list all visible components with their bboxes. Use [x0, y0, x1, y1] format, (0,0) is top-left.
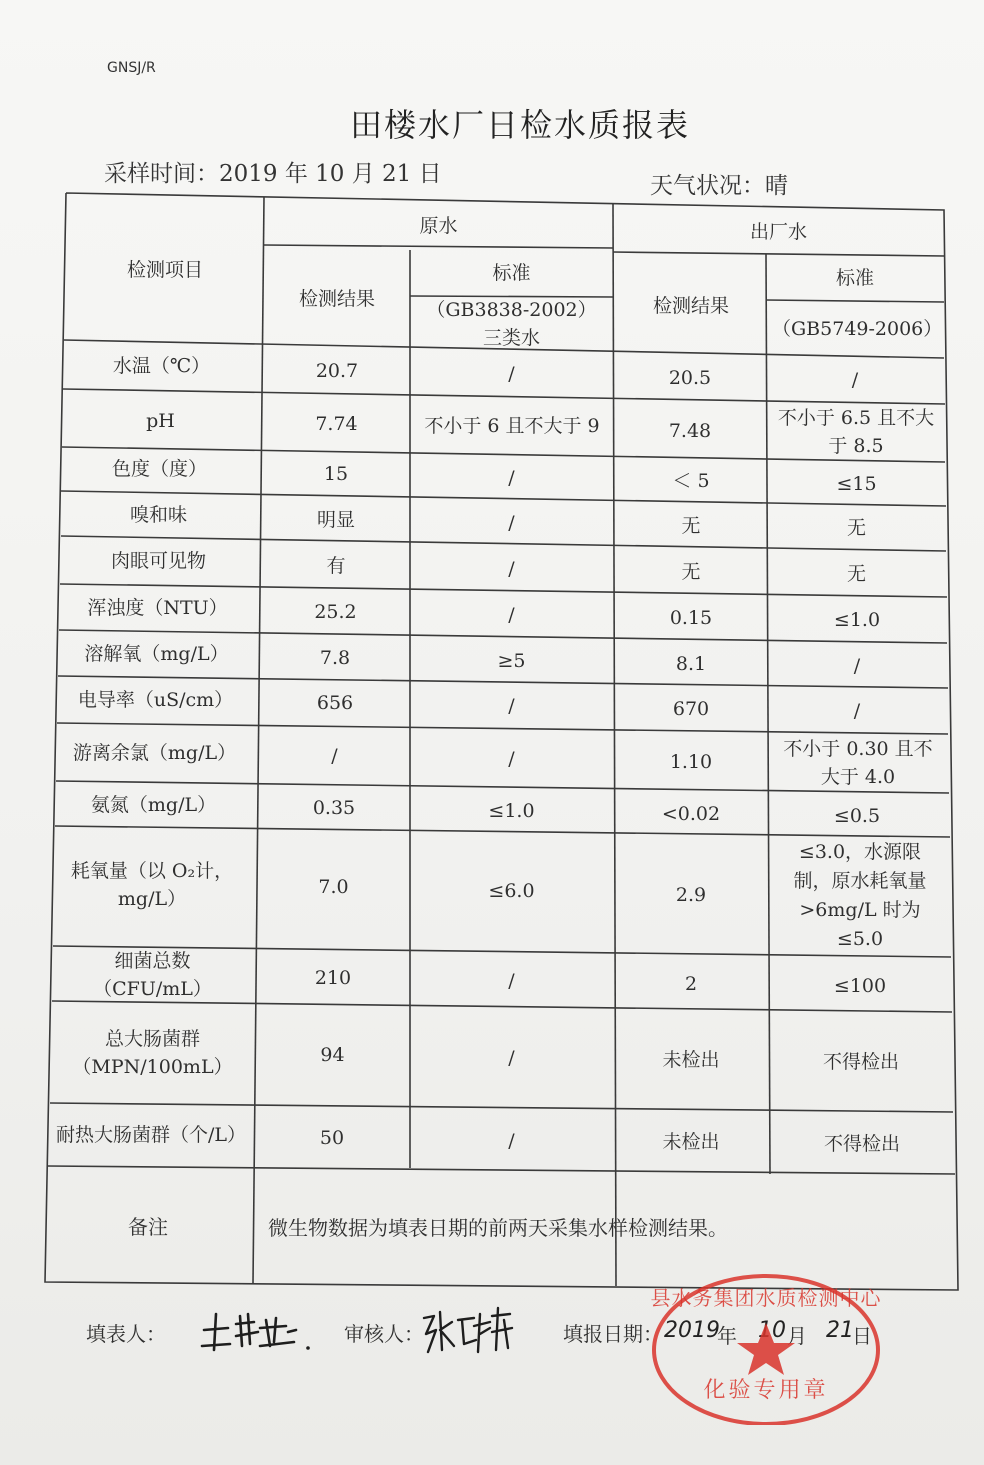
document-code: GNSJ/R	[107, 60, 156, 76]
date-month: 10	[758, 1318, 786, 1343]
header-raw-water: 原水	[419, 215, 458, 237]
out-std-cell: ≤15	[836, 473, 877, 495]
out-result-cell: 未检出	[662, 1131, 720, 1153]
remark-label: 备注	[128, 1215, 168, 1239]
item-cell: 氨氮（mg/L）	[90, 794, 217, 816]
header-raw-result: 检测结果	[298, 288, 375, 310]
item-cell: 色度（度）	[111, 458, 207, 480]
raw-result-cell: 25.2	[314, 601, 357, 623]
out-result-cell: 无	[681, 515, 701, 537]
item-cell: 耗氧量（以 O₂计，mg/L）	[70, 860, 234, 910]
reviewer-label: 审核人：	[344, 1322, 424, 1346]
date-label: 填报日期：	[563, 1322, 663, 1346]
out-result-cell: <0.02	[661, 803, 721, 825]
item-cell: pH	[146, 410, 175, 432]
out-std-cell: ≤1.0	[833, 609, 881, 631]
report-title: 田楼水厂日检水质报表	[349, 106, 690, 144]
date-year-unit: 年	[717, 1324, 737, 1348]
item-cell: 耐热大肠菌群（个/L）	[56, 1124, 247, 1146]
raw-std-cell: /	[508, 748, 515, 770]
header-out-result: 检测结果	[652, 295, 729, 317]
item-cell: 总大肠菌群（MPN/100mL）	[72, 1028, 233, 1078]
raw-std-cell: /	[508, 512, 515, 534]
stamp-org-text: 县水务集团水质检测中心	[650, 1286, 882, 1310]
out-std-cell: 不小于 0.30 且不大于 4.0	[783, 738, 933, 788]
item-cell: 肉眼可见物	[110, 550, 206, 572]
remark-text: 微生物数据为填表日期的前两天采集水样检测结果。	[268, 1216, 728, 1240]
out-result-cell: 2.9	[675, 884, 707, 906]
raw-result-cell: 15	[323, 463, 349, 485]
raw-result-cell: 50	[319, 1127, 345, 1149]
raw-std-cell: /	[508, 970, 515, 992]
raw-result-cell: 656	[316, 692, 354, 714]
out-result-cell: 0.15	[669, 607, 713, 629]
reviewer-signature	[418, 1300, 518, 1362]
item-cell: 水温（℃）	[112, 355, 211, 377]
raw-std-cell: ≥5	[497, 650, 526, 672]
raw-result-cell: 明显	[316, 509, 355, 531]
out-result-cell: 20.5	[668, 367, 712, 389]
header-out-water: 出厂水	[749, 221, 807, 243]
raw-std-cell: /	[508, 604, 515, 626]
header-item: 检测项目	[126, 259, 203, 281]
date-day-unit: 日	[852, 1324, 872, 1348]
header-raw-std-class: 三类水	[482, 327, 540, 349]
out-result-cell: 无	[681, 561, 701, 583]
sample-time: 采样时间：2019 年 10 月 21 日	[104, 161, 442, 187]
out-result-cell: 1.10	[669, 751, 713, 773]
out-std-cell: /	[853, 700, 861, 722]
out-result-cell: ＜ 5	[672, 470, 710, 492]
raw-result-cell: 94	[320, 1044, 345, 1066]
out-result-cell: 7.48	[668, 420, 712, 442]
out-result-cell: 8.1	[675, 653, 707, 675]
raw-std-cell: ≤1.0	[488, 800, 535, 822]
out-std-cell: ≤0.5	[833, 805, 881, 827]
out-std-cell: ≤3.0，水源限制，原水耗氧量>6mg/L 时为≤5.0	[793, 841, 927, 950]
weather-status: 天气状况：晴	[650, 173, 788, 199]
raw-result-cell: /	[331, 745, 338, 767]
date-year: 2019	[664, 1318, 720, 1343]
raw-result-cell: 7.8	[319, 647, 351, 669]
header-raw-std-code: （GB3838-2002）	[426, 299, 597, 321]
raw-result-cell: 7.0	[318, 876, 349, 898]
official-stamp	[648, 1265, 888, 1425]
out-std-cell: /	[851, 369, 859, 391]
out-result-cell: 未检出	[662, 1049, 720, 1071]
out-std-cell: 无	[846, 563, 866, 585]
raw-std-cell: 不小于 6 且不大于 9	[424, 415, 600, 437]
item-cell: 溶解氧（mg/L）	[84, 643, 229, 665]
raw-std-cell: /	[508, 363, 515, 385]
filler-label: 填表人：	[86, 1322, 166, 1346]
header-out-std-code: （GB5749-2006）	[772, 318, 943, 340]
date-month-unit: 月	[787, 1324, 807, 1348]
item-cell: 电导率（uS/cm）	[77, 689, 234, 711]
item-cell: 浑浊度（NTU）	[87, 597, 228, 619]
raw-std-cell: /	[508, 695, 515, 717]
out-std-cell: /	[853, 655, 861, 677]
header-raw-standard: 标准	[492, 262, 531, 284]
out-std-cell: 不得检出	[823, 1133, 900, 1155]
raw-std-cell: /	[508, 1130, 515, 1152]
out-std-cell: ≤100	[833, 975, 887, 997]
out-result-cell: 2	[684, 973, 698, 995]
raw-result-cell: 7.74	[315, 413, 358, 435]
raw-result-cell: 20.7	[315, 360, 359, 382]
out-std-cell: 不小于 6.5 且不大于 8.5	[777, 407, 935, 457]
out-result-cell: 670	[672, 698, 710, 720]
raw-std-cell: /	[508, 1047, 515, 1069]
raw-std-cell: /	[508, 467, 515, 489]
filler-signature	[196, 1302, 316, 1362]
item-cell: 细菌总数（CFU/mL）	[93, 950, 212, 1000]
out-std-cell: 不得检出	[822, 1051, 899, 1073]
date-day: 21	[826, 1318, 854, 1343]
header-out-standard: 标准	[835, 267, 874, 289]
raw-result-cell: 有	[326, 555, 346, 577]
raw-std-cell: /	[508, 558, 515, 580]
item-cell: 游离余氯（mg/L）	[72, 742, 237, 764]
item-cell: 嗅和味	[129, 504, 187, 526]
stamp-sub-text: 化验专用章	[703, 1378, 829, 1403]
out-std-cell: 无	[846, 517, 866, 539]
raw-std-cell: ≤6.0	[488, 880, 535, 902]
raw-result-cell: 0.35	[312, 797, 356, 819]
raw-result-cell: 210	[314, 967, 352, 989]
